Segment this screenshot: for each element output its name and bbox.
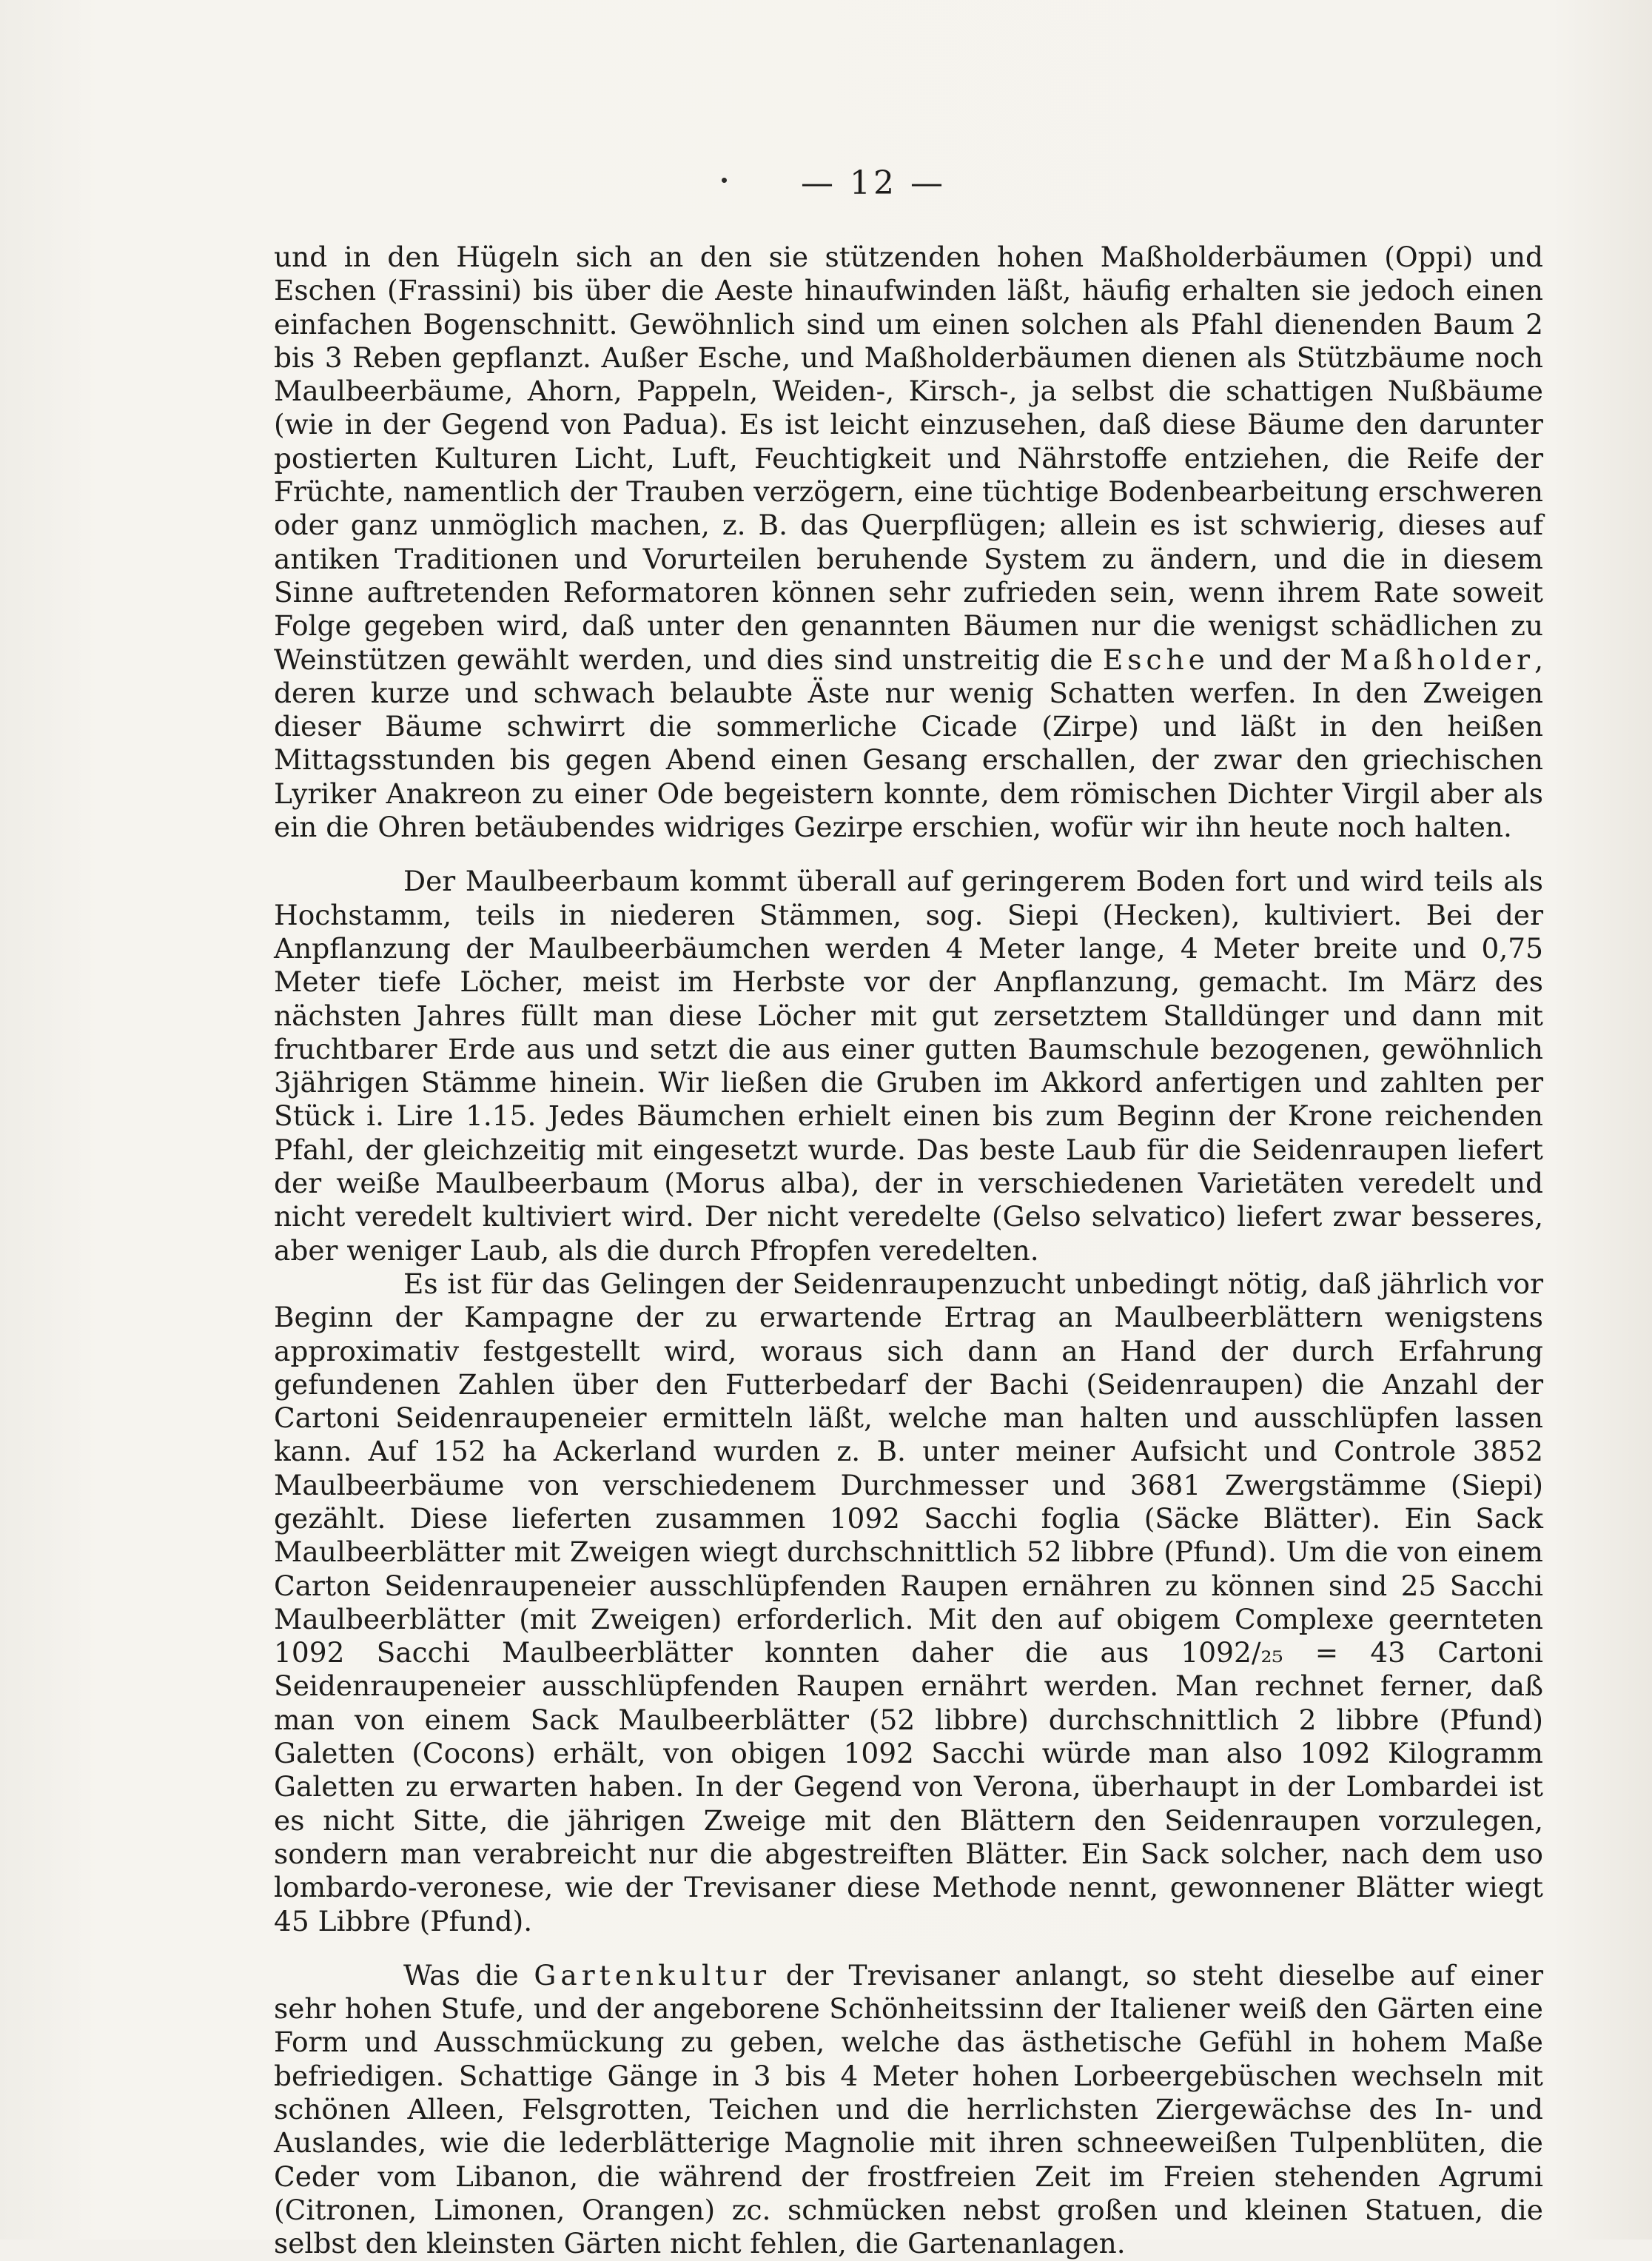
body-text <box>274 241 1543 2261</box>
paragraph-1-text: und in den Hügeln sich an den sie stützenden hohen Maßholderbäumen (Oppi) und Eschen (Frassini) bis über die Aeste hinaufwinden läßt, häufig erhalten sie jedoch einen einfachen Bogenschnitt. Gewöhnlich sind um einen solchen als Pfahl dienenden Baum 2 bis 3 Reben gepflanzt. Außer Esche, und Maßholderbäumen dienen als Stützbäume noch Maulbeerbäume, Ahorn, Pappeln, Weiden-, Kirsch-, ja selbst die schattigen Nußbäume (wie in der Gegend von Padua). Es ist leicht einzusehen, daß diese Bäume den darunter postierten Kulturen Licht, Luft, Feuchtigkeit und Nährstoffe entziehen, die Reife der Früchte, namentlich der Trauben verzögern, eine tüchtige Bodenbearbeitung erschweren oder ganz unmöglich machen, z. B. das Querpflügen; allein es ist schwierig, dieses auf antiken Traditionen und Vorurteilen beruhende System zu ändern, und die in diesem Sinne auftretenden Reformatoren können sehr zufrieden sein, wenn ihrem Rate soweit Folge gegeben wird, daß unter den genannten Bäumen nur die wenigst schädlichen zu Weinstützen gewählt werden, und dies sind unstreitig die <box>274 241 1543 676</box>
paragraph-4-text-2: der Trevisaner anlangt, so steht dieselbe auf einer sehr hohen Stufe, und der angeborene Schönheitssinn der Italiener weiß den Gärten eine Form und Ausschmückung zu geben, welche das ästhetische Gefühl in hohem Maße befriedigen. Schattige Gänge in 3 bis 4 Meter hohen Lorbeergebüschen wechseln mit schönen Alleen, Felsgrotten, Teichen und die herrlichsten Ziergewächse des In- und Auslandes, wie die lederblätterige Magnolie mit ihren schneeweißen Tulpenblüten, die Ceder vom Libanon, die während der frostfreien Zeit im Freien stehenden Agrumi (Citronen, Limonen, Orangen) zc. schmücken nebst großen und kleinen Statuen, die selbst den kleinsten Gärten nicht fehlen, die Gartenanlagen. <box>274 1958 1543 2260</box>
paragraph-1 <box>274 241 1543 844</box>
paragraph-1-spaced-massholder: Maßholder <box>1340 643 1535 676</box>
paragraph-3: Es ist für das Gelingen der Seidenraupenzucht unbedingt nötig, daß jährlich vor Beginn der Kampagne der zu erwartende Ertrag an Maulbeerblättern wenigstens approximativ festgestellt wird, woraus sich dann an Hand der durch Erfahrung gefundenen Zahlen über den Futterbedarf der Bachi (Seidenraupen) die Anzahl der Cartoni Seidenraupeneier ermitteln läßt, welche man halten und ausschlüpfen lassen kann. Auf 152 ha Ackerland wurden z. B. unter meiner Aufsicht und Controle 3852 Maulbeerbäume von verschiedenem Durchmesser und 3681 Zwergstämme (Siepi) gezählt. Diese lieferten zusammen 1092 Sacchi foglia (Säcke Blätter). Ein Sack Maulbeerblätter mit Zweigen wiegt durchschnittlich 52 libbre (Pfund). Um die von einem Carton Seidenraupeneier ausschlüpfenden Raupen ernähren zu können sind 25 Sacchi Maulbeerblätter (mit Zweigen) erforderlich. Mit den auf obigem Complexe geernteten 1092 Sacchi Maulbeerblätter konnten daher die aus 1092/₂₅ = 43 Cartoni Seidenraupeneier ausschlüpfenden Raupen ernährt werden. Man rechnet ferner, daß man von einem Sack Maulbeerblätter (52 libbre) durchschnittlich 2 libbre (Pfund) Galetten (Cocons) erhält, von obigen 1092 Sacchi würde man also 1092 Kilogramm Galetten zu erwarten haben. In der Gegend von Verona, überhaupt in der Lombardei ist es nicht Sitte, die jährigen Zweige mit den Blättern den Seidenraupen vorzulegen, sondern man verabreicht nur die abgestreiften Blätter. Ein Sack solcher, nach dem uso lombardo-veronese, wie der Trevisaner diese Methode nennt, gewonnener Blätter wiegt 45 Libbre (Pfund). <box>274 1267 1543 1937</box>
paragraph-1-spaced-esche: Esche <box>1102 643 1209 676</box>
paragraph-4-spaced-gartenkultur: Gartenkultur <box>534 1958 771 1992</box>
page-number: — 12 — <box>801 164 946 202</box>
paragraph-4-text: Was die <box>403 1958 534 1992</box>
stray-dot-mark <box>722 178 727 183</box>
paragraph-2: Der Maulbeerbaum kommt überall auf geringerem Boden fort und wird teils als Hochstamm, teils in niederen Stämmen, sog. Siepi (Hecken), kultiviert. Bei der Anpflanzung der Maulbeerbäumchen werden 4 Meter lange, 4 Meter breite und 0,75 Meter tiefe Löcher, meist im Herbste vor der Anpflanzung, gemacht. Im März des nächsten Jahres füllt man diese Löcher mit gut zersetztem Stalldünger und dann mit fruchtbarer Erde aus und setzt die aus einer gutten Baumschule bezogenen, gewöhnlich 3jährigen Stämme hinein. Wir ließen die Gruben im Akkord anfertigen und zahlten per Stück i. Lire 1.15. Jedes Bäumchen erhielt einen bis zum Beginn der Krone reichenden Pfahl, der gleichzeitig mit eingesetzt wurde. Das beste Laub für die Seidenraupen liefert der weiße Maulbeerbaum (Morus alba), der in verschiedenen Varietäten veredelt und nicht veredelt kultiviert wird. Der nicht veredelte (Gelso selvatico) liefert zwar besseres, aber weniger Laub, als die durch Pfropfen veredelten. <box>274 865 1543 1267</box>
paragraph-4 <box>274 1959 1543 2261</box>
paragraph-1-text-2: und der <box>1209 643 1340 676</box>
paragraph-1-text-3: , deren kurze und schwach belaubte Äste nur wenig Schatten werfen. In den Zweigen dieser Bäume schwirrt die sommerliche Cicade (Zirpe) und läßt in den heißen Mittagsstunden bis gegen Abend einen Gesang erschallen, der zwar den griechischen Lyriker Anakreon zu einer Ode begeistern konnte, dem römischen Dichter Virgil aber als ein die Ohren betäubendes widriges Gezirpe erschien, wofür wir ihn heute noch halten. <box>274 643 1543 844</box>
